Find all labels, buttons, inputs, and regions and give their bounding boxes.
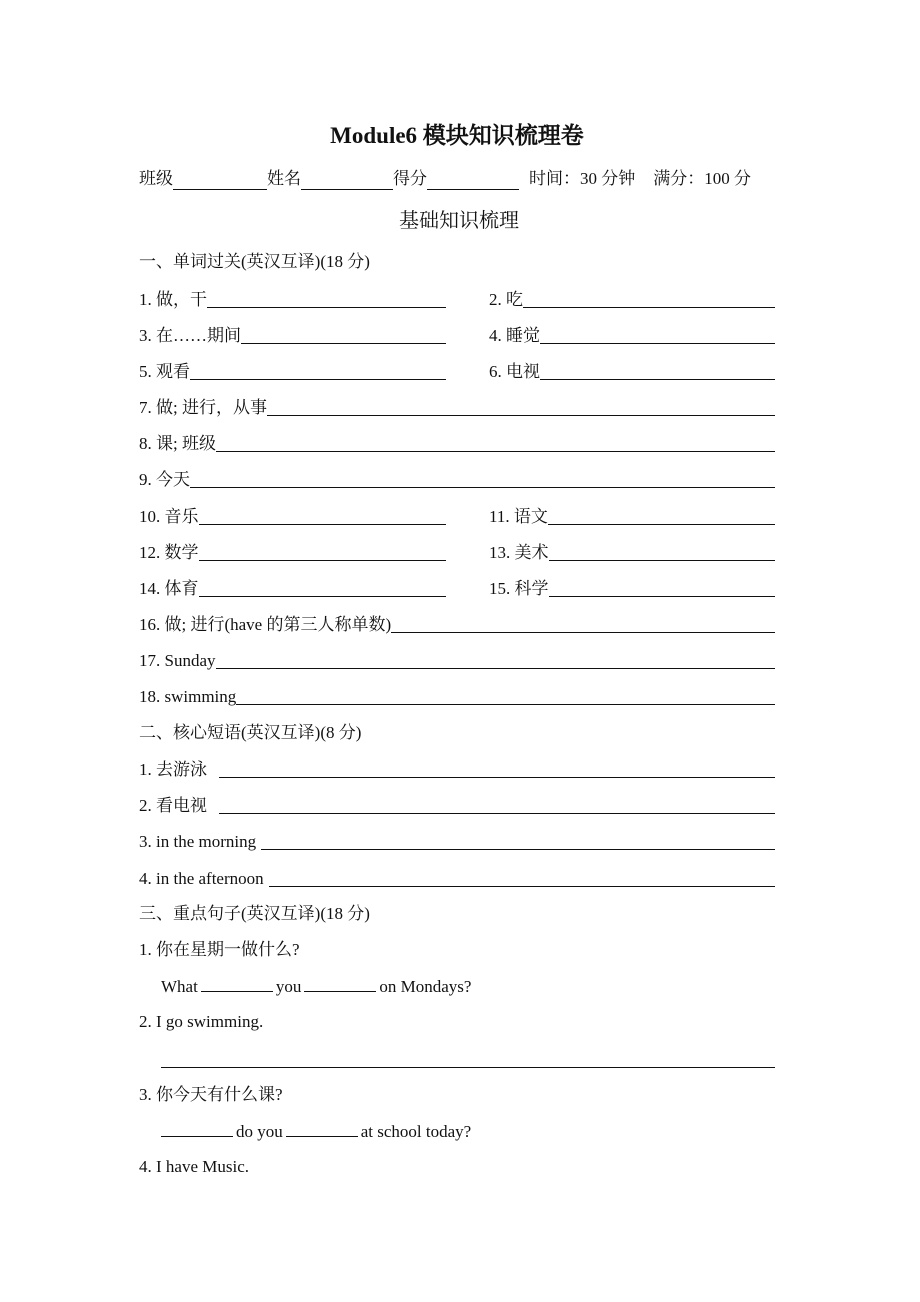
answer-line[interactable] (199, 506, 447, 525)
phrase-item: 3. in the morning (139, 829, 775, 853)
answer-line[interactable] (219, 759, 775, 778)
answer-line[interactable] (540, 361, 775, 380)
word-item: 3. 在……期间 (139, 323, 446, 347)
answer-line[interactable] (549, 542, 776, 561)
word-item: 17. Sunday (139, 648, 775, 672)
answer-line[interactable] (540, 325, 775, 344)
class-blank[interactable] (173, 171, 267, 190)
sentence-fill-line: What you on Mondays? (161, 977, 472, 996)
answer-line[interactable] (199, 578, 447, 597)
word-item: 9. 今天 (139, 467, 775, 491)
word-item: 2. 吃 (489, 287, 775, 311)
sentence-prompt: 4. I have Music. (139, 1157, 250, 1176)
fill-blank[interactable] (286, 1120, 358, 1137)
word-item: 7. 做; 进行，从事 (139, 395, 775, 419)
answer-line[interactable] (207, 289, 446, 308)
fill-blank[interactable] (161, 1120, 233, 1137)
answer-line[interactable] (190, 361, 446, 380)
word-item: 18. swimming (139, 684, 775, 708)
fill-blank[interactable] (304, 975, 376, 992)
word-item: 12. 数学 (139, 540, 446, 564)
phrase-item: 2. 看电视 (139, 793, 775, 817)
section2-heading: 二、核心短语(英汉互译)(8 分) (139, 723, 362, 742)
word-item: 10. 音乐 (139, 504, 446, 528)
answer-line[interactable] (236, 686, 775, 705)
word-item: 1. 做，干 (139, 287, 446, 311)
answer-line[interactable] (241, 325, 446, 344)
answer-line[interactable] (391, 614, 775, 633)
answer-line[interactable] (216, 433, 775, 452)
class-label: 班级 (139, 169, 173, 188)
score-label: 得分 (393, 169, 427, 188)
word-item: 16. 做; 进行(have 的第三人称单数) (139, 612, 775, 636)
sentence-prompt: 3. 你今天有什么课? (139, 1085, 283, 1104)
answer-line[interactable] (269, 868, 775, 887)
word-item: 11. 语文 (489, 504, 775, 528)
phrase-item: 4. in the afternoon (139, 866, 775, 890)
section1-heading: 一、单词过关(英汉互译)(18 分) (139, 252, 370, 271)
answer-line[interactable] (548, 506, 775, 525)
student-info-row (139, 166, 779, 190)
word-item: 13. 美术 (489, 540, 775, 564)
word-item: 4. 睡觉 (489, 323, 775, 347)
sentence-fill-line: do you at school today? (161, 1120, 471, 1143)
section-subtitle: 基础知识梳理 (399, 210, 519, 232)
word-item: 15. 科学 (489, 576, 775, 600)
answer-line[interactable] (523, 289, 775, 308)
answer-line[interactable] (199, 542, 447, 561)
answer-line[interactable] (161, 1066, 775, 1068)
time-limit: 时间：30 分钟 (529, 169, 636, 188)
answer-line[interactable] (216, 650, 776, 669)
answer-line[interactable] (261, 831, 775, 850)
answer-line[interactable] (267, 397, 775, 416)
phrase-item: 1. 去游泳 (139, 757, 775, 781)
word-item: 8. 课; 班级 (139, 431, 775, 455)
page-title: Module6 模块知识梳理卷 (330, 123, 584, 148)
full-score: 满分：100 分 (653, 169, 751, 188)
word-item: 14. 体育 (139, 576, 446, 600)
section3-heading: 三、重点句子(英汉互译)(18 分) (139, 904, 370, 923)
word-item: 6. 电视 (489, 359, 775, 383)
answer-line[interactable] (190, 469, 775, 488)
fill-blank[interactable] (201, 975, 273, 992)
sentence-prompt: 1. 你在星期一做什么? (139, 940, 300, 959)
answer-line[interactable] (219, 795, 775, 814)
word-item: 5. 观看 (139, 359, 446, 383)
name-blank[interactable] (301, 171, 393, 190)
score-blank[interactable] (427, 171, 519, 190)
sentence-prompt: 2. I go swimming. (139, 1012, 264, 1031)
answer-line[interactable] (549, 578, 776, 597)
name-label: 姓名 (267, 169, 301, 188)
